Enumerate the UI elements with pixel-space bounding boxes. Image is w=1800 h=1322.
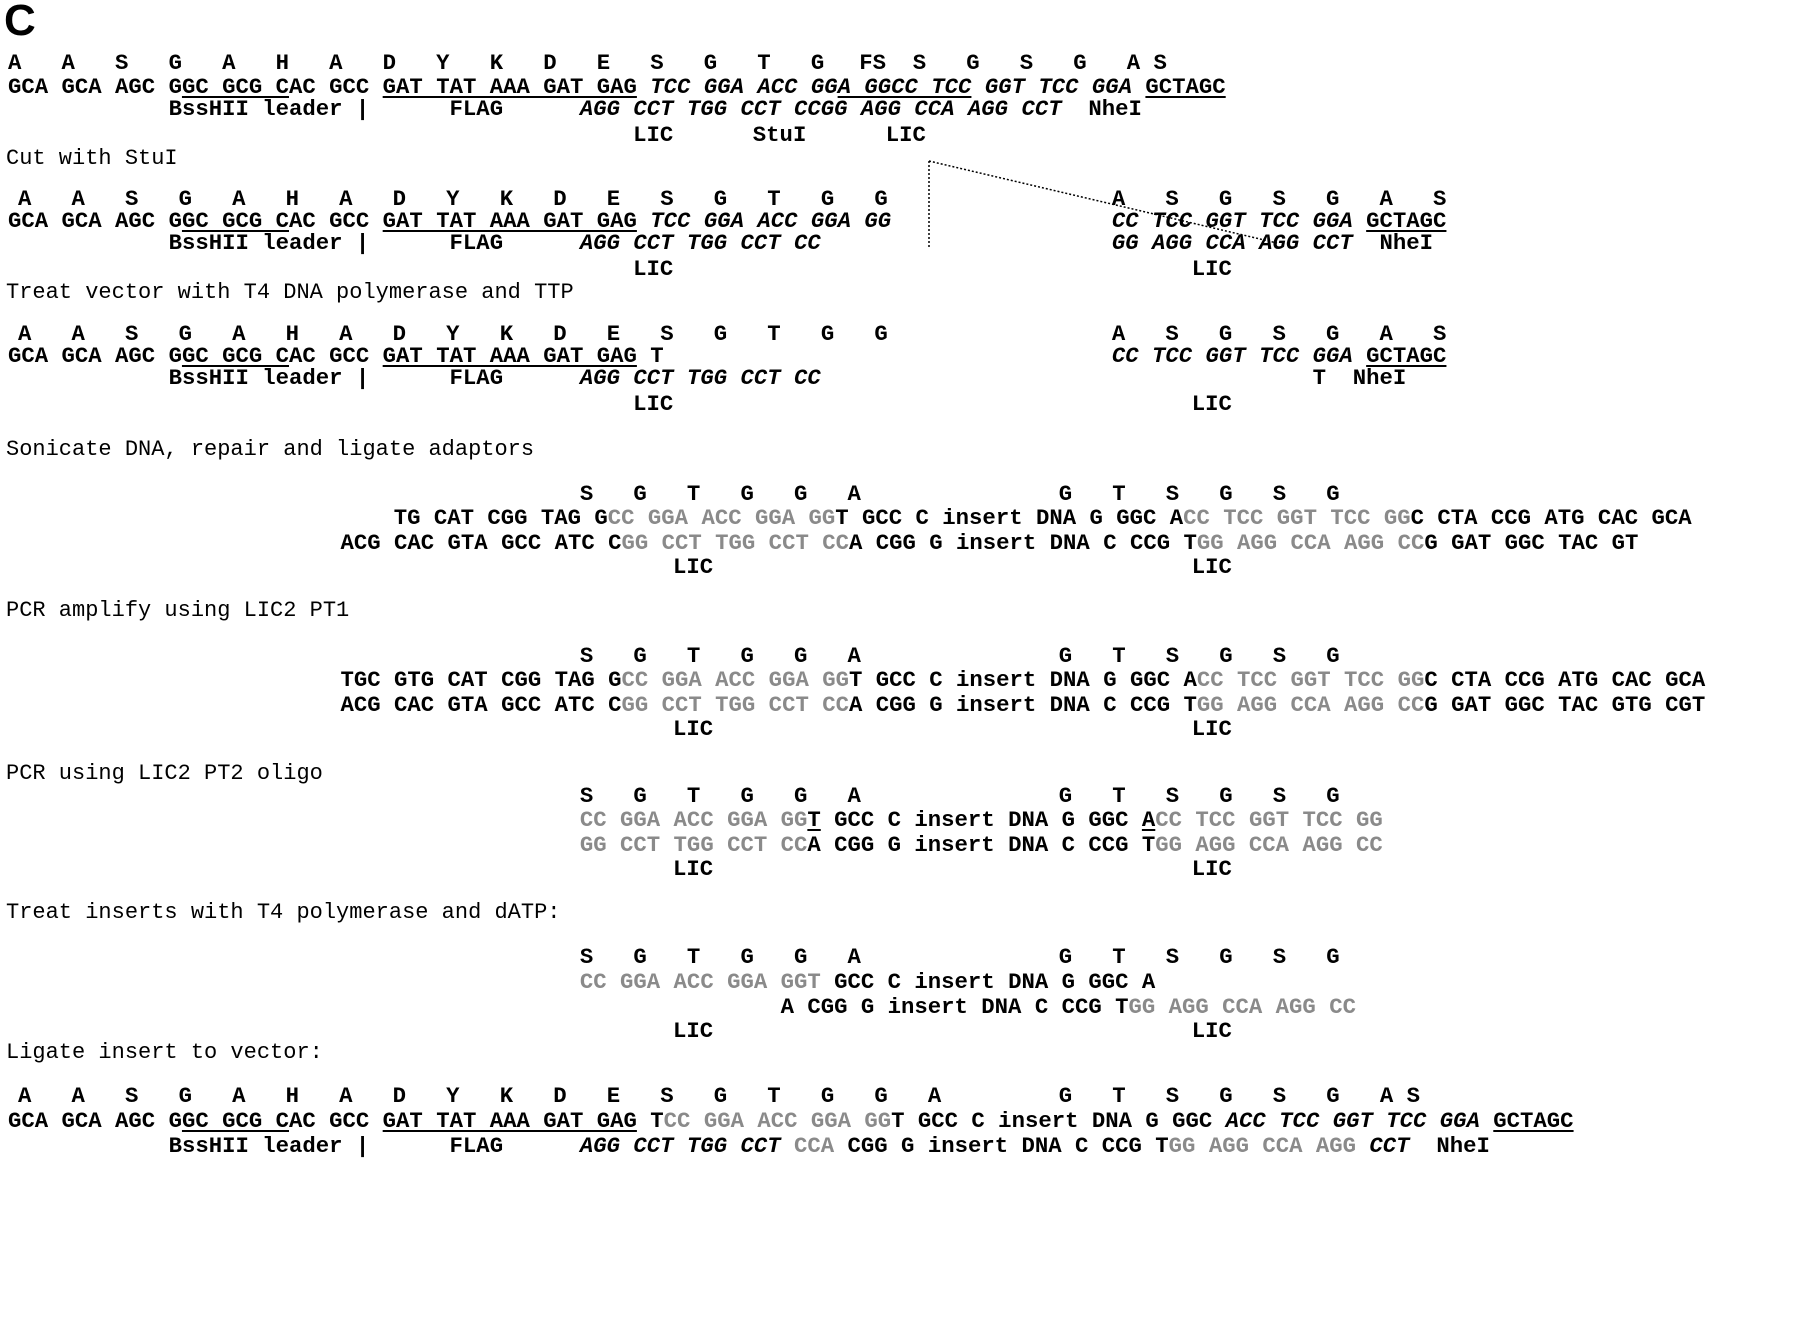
vector-leader-label: BssHII leader | FLAG <box>8 96 504 122</box>
t4-right-lic: LIC <box>1191 391 1232 417</box>
cut-right-lic: LIC <box>1191 256 1232 282</box>
cut-left-leader-label: BssHII leader | FLAG <box>8 230 504 256</box>
t4-left-aa-row: A A S G A H A D Y K D E S G T G G <box>18 321 888 347</box>
pt2-lic-left: LIC <box>673 856 714 882</box>
adaptor-lic-left: LIC <box>673 554 714 580</box>
pt1-top-strand: TGC GTG CAT CGG TAG GCC GGA ACC GGA GGT GCC C insert DNA G GGC ACC TCC GGT TCC GGC CTA CCG ATG CAC GCA <box>340 667 1706 693</box>
cut-left-bottom-strand: AGG CCT TGG CCT CC <box>579 230 821 256</box>
step-ligate: Ligate insert to vector: <box>6 1040 323 1065</box>
datp-top-strand: CC GGA ACC GGA GGT GCC C insert DNA G GGC A <box>579 969 1156 995</box>
pt2-aa-right: G T S G S G <box>1058 783 1340 809</box>
vector-aa-row-right: FS S G S G A S <box>859 50 1167 76</box>
final-bottom-strand: AGG CCT TGG CCT CCA CGG G insert DNA C CCG TGG AGG CCA AGG CCT NheI <box>579 1133 1490 1159</box>
pt2-aa-left: S G T G G A <box>579 783 861 809</box>
t4-right-bottom-strand: T NheI <box>1111 365 1407 391</box>
t4-left-leader-label: BssHII leader | FLAG <box>8 365 504 391</box>
pt2-bottom-strand: GG CCT TGG CCT CCA CGG G insert DNA C CCG TGG AGG CCA AGG CC <box>579 832 1383 858</box>
datp-bottom-strand: A CGG G insert DNA C CCG TGG AGG CCA AGG CC <box>579 994 1356 1020</box>
t4-left-bottom-strand: AGG CCT TGG CCT CC <box>579 365 821 391</box>
step-cut-stui: Cut with StuI <box>6 146 178 171</box>
step-t4-ttp: Treat vector with T4 DNA polymerase and TTP <box>6 280 574 305</box>
step-sonicate: Sonicate DNA, repair and ligate adaptors <box>6 437 535 462</box>
cut-left-top-strand: GCA GCA AGC GGC GCG CAC GCC GAT TAT AAA GAT GAG TCC GGA ACC GGA GG <box>8 208 892 234</box>
cut-left-lic: LIC <box>633 256 674 282</box>
vector-lic-right: LIC <box>885 122 926 148</box>
datp-lic-left: LIC <box>673 1018 714 1044</box>
vector-stui-label: StuI <box>752 122 807 148</box>
pt1-lic-right: LIC <box>1191 716 1232 742</box>
step-pcr-pt2: PCR using LIC2 PT2 oligo <box>6 761 323 786</box>
datp-aa-right: G T S G S G <box>1058 944 1340 970</box>
final-aa-left: A A S G A H A D Y K D E S G T G G A <box>18 1083 942 1109</box>
datp-lic-right: LIC <box>1191 1018 1232 1044</box>
datp-aa-left: S G T G G A <box>579 944 861 970</box>
adaptor-bottom-strand: ACG CAC GTA GCC ATC CGG CCT TGG CCT CCA CGG G insert DNA C CCG TGG AGG CCA AGG CCG GAT GGC TAC GT <box>340 530 1639 556</box>
adaptor-aa-left: S G T G G A <box>579 481 861 507</box>
cut-left-aa-row: A A S G A H A D Y K D E S G T G G <box>18 186 888 212</box>
vector-bottom-strand: AGG CCT TGG CCT CCGG AGG CCA AGG CCT NheI <box>579 96 1142 122</box>
adaptor-aa-right: G T S G S G <box>1058 481 1340 507</box>
pt1-lic-left: LIC <box>673 716 714 742</box>
t4-right-aa-row: A S G S G A S <box>1111 321 1447 347</box>
step-t4-datp: Treat inserts with T4 polymerase and dATP: <box>6 900 561 925</box>
pt1-bottom-strand: ACG CAC GTA GCC ATC CGG CCT TGG CCT CCA CGG G insert DNA C CCG TGG AGG CCA AGG CCG GAT GGC TAC GTG CGT <box>340 692 1706 718</box>
cut-right-bottom-strand: GG AGG CCA AGG CCT NheI <box>1111 230 1434 256</box>
pt2-lic-right: LIC <box>1191 856 1232 882</box>
vector-aa-row: A A S G A H A D Y K D E S G T G <box>8 50 825 76</box>
vector-top-strand: GCA GCA AGC GGC GCG CAC GCC GAT TAT AAA GAT GAG TCC GGA ACC GGA GGCC TCC GGT TCC GGA GCTAGC <box>8 74 1226 100</box>
t4-right-top-strand: CC TCC GGT TCC GGA GCTAGC <box>1111 343 1447 369</box>
vector-lic-left: LIC <box>633 122 674 148</box>
pt1-aa-right: G T S G S G <box>1058 643 1340 669</box>
final-leader-label: BssHII leader | FLAG <box>8 1133 504 1159</box>
t4-left-top-strand: GCA GCA AGC GGC GCG CAC GCC GAT TAT AAA GAT GAG T <box>8 343 664 369</box>
final-top-strand: GCA GCA AGC GGC GCG CAC GCC GAT TAT AAA GAT GAG TCC GGA ACC GGA GGT GCC C insert DNA G GGC ACC TCC GGT TCC GGA GCTAGC <box>8 1108 1574 1134</box>
final-aa-right: G T S G S G A S <box>1058 1083 1420 1109</box>
cut-right-top-strand: CC TCC GGT TCC GGA GCTAGC <box>1111 208 1447 234</box>
figure-label: C <box>4 0 36 45</box>
adaptor-lic-right: LIC <box>1191 554 1232 580</box>
t4-left-lic: LIC <box>633 391 674 417</box>
adaptor-top-strand: TG CAT CGG TAG GCC GGA ACC GGA GGT GCC C insert DNA G GGC ACC TCC GGT TCC GGC CTA CCG ATG CAC GCA <box>393 505 1692 531</box>
step-pcr-pt1: PCR amplify using LIC2 PT1 <box>6 598 350 623</box>
pt2-top-strand: CC GGA ACC GGA GGT GCC C insert DNA G GGC ACC TCC GGT TCC GG <box>579 807 1383 833</box>
pt1-aa-left: S G T G G A <box>579 643 861 669</box>
cut-right-aa-row: A S G S G A S <box>1111 186 1447 212</box>
